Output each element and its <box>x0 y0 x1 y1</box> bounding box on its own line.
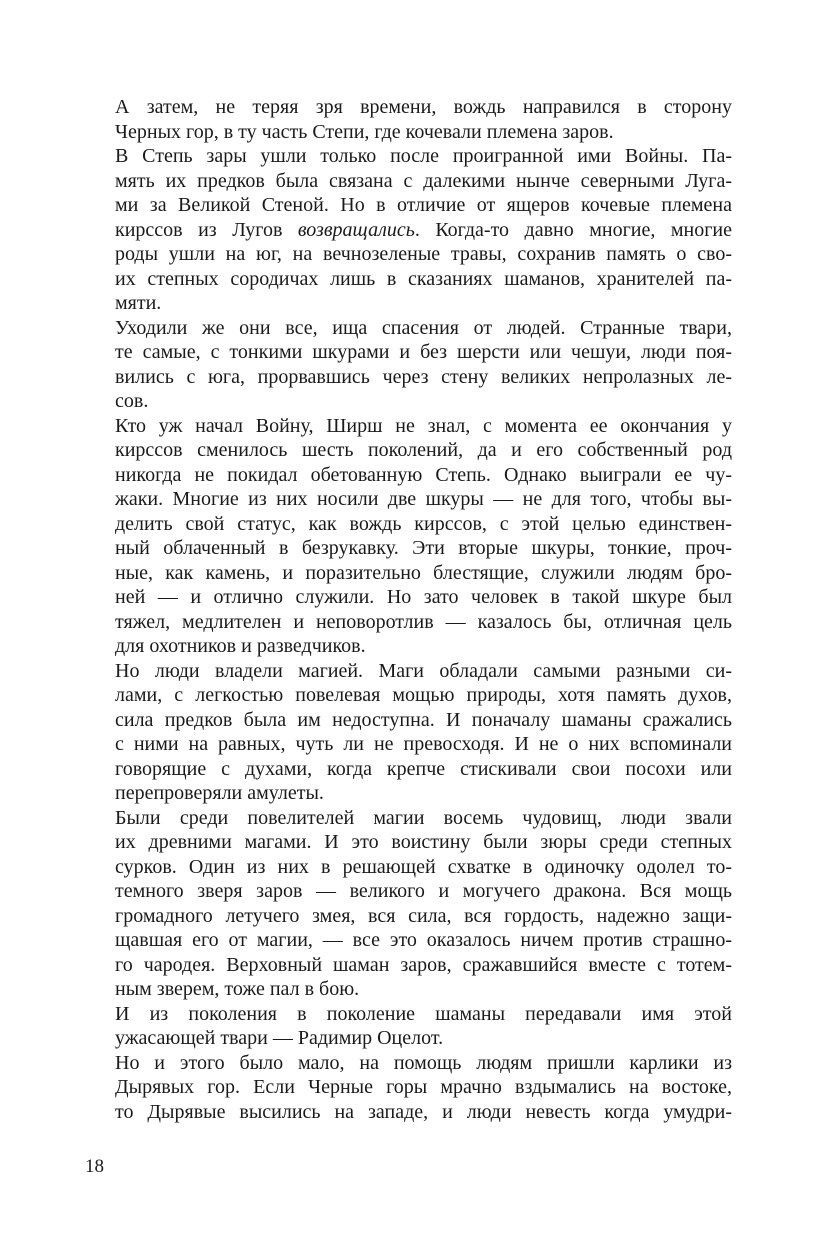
text-line: вились с юга, прорвавшись через стену великих непролазных ле- <box>115 365 732 388</box>
text-line: перепроверяли амулеты. <box>115 782 324 804</box>
paragraph-2 <box>85 144 732 316</box>
text-line: сурков. Один из них в решающей схватке в одиночку одолел то- <box>115 855 732 878</box>
text-line: ным зверем, тоже пал в бою. <box>115 978 360 1000</box>
text-line: делить свой статус, как вождь кирссов, с этой целью единствен- <box>115 512 732 535</box>
text-line: В Степь зары ушли только после проигранной ими Войны. Па- <box>115 145 732 167</box>
text-line: громадного летучего змея, вся сила, вся гордость, надежно защи- <box>115 904 732 927</box>
text-line: их степных сородичах лишь в сказаниях шаманов, хранителей па- <box>115 267 732 290</box>
text-line: И из поколения в поколение шаманы передавали имя этой <box>115 1002 732 1025</box>
text-line: жаки. Многие из них носили две шкуры — не для того, чтобы вы- <box>115 488 732 510</box>
page-number: 18 <box>85 1156 104 1177</box>
paragraph-7 <box>85 1002 732 1051</box>
text-line: ней — и отлично служили. Но зато человек в такой шкуре был <box>115 586 732 608</box>
text-line: го чародея. Верховный шаман заров, сражавшийся вместе с тотем- <box>115 953 732 976</box>
text-segment: . Когда-то давно многие, многие <box>414 218 732 241</box>
text-line: с ними на равных, чуть ли не превосходя. И не о них вспоминали <box>115 733 732 755</box>
paragraph-8 <box>85 1051 732 1125</box>
paragraph-6 <box>85 806 732 1002</box>
body-text <box>85 95 732 1124</box>
text-line: никогда не покидал обетованную Степь. Однако выиграли ее чу- <box>115 463 732 486</box>
text-line: Дырявых гор. Если Черные горы мрачно вздымались на востоке, <box>115 1076 732 1098</box>
text-line: для охотников и разведчиков. <box>115 635 366 657</box>
text-line: те самые, с тонкими шкурами и без шерсти или чешуи, люди поя- <box>115 341 732 363</box>
text-segment: кирссов из Лугов <box>115 218 298 241</box>
text-line: сила предков была им недоступна. И поначалу шаманы сражались <box>115 708 732 731</box>
text-line: говорящие с духами, когда крепче стискивали свои посохи или <box>115 757 732 780</box>
text-line: мяти. <box>115 292 162 314</box>
text-line: ми за Великой Стеной. Но в отличие от ящеров кочевые племена <box>115 194 732 216</box>
text-line: темного зверя заров — великого и могучего дракона. Вся мощь <box>115 880 732 902</box>
text-line: то Дырявые высились на западе, и люди невесть когда умудри- <box>115 1100 732 1123</box>
text-line-with-emphasis <box>85 218 732 243</box>
text-line: Были среди повелителей магии восемь чудовищ, люди звали <box>115 806 732 829</box>
text-line: ужасающей твари — Радимир Оцелот. <box>115 1027 444 1049</box>
text-line: Но и этого было мало, на помощь людям пришли карлики из <box>115 1051 732 1074</box>
text-line: лами, с легкостью повелевая мощью природы, хотя память духов, <box>115 684 732 706</box>
paragraph-3 <box>85 316 732 414</box>
text-line: Уходили же они все, ища спасения от людей. Странные твари, <box>115 316 732 339</box>
text-line: А затем, не теряя зря времени, вождь направился в сторону <box>115 96 732 118</box>
text-line: кирссов сменилось шесть поколений, да и его собственный род <box>115 439 732 461</box>
text-line: Черных гор, в ту часть Степи, где кочевали племена заров. <box>115 120 614 143</box>
text-line: мять их предков была связана с далекими нынче северными Луга- <box>115 169 732 192</box>
text-line: тяжел, медлителен и неповоротлив — казалось бы, отличная цель <box>115 610 732 633</box>
text-line: их древними магами. И это воистину были зюры среди степных <box>115 831 732 853</box>
text-line: сов. <box>115 390 149 412</box>
emphasized-word: возвращались <box>297 218 415 241</box>
text-line: Но люди владели магией. Маги обладали самыми разными си- <box>115 659 732 682</box>
text-line: Кто уж начал Войну, Ширш не знал, с момента ее окончания у <box>115 414 732 437</box>
text-line: роды ушли на юг, на вечнозеленые травы, сохранив память о сво- <box>115 243 732 265</box>
text-line: щавшая его от магии, — все это оказалось ничем против страшно- <box>115 929 732 951</box>
paragraph-4 <box>85 414 732 659</box>
text-line: ный облаченный в безрукавку. Эти вторые шкуры, тонкие, проч- <box>115 537 732 559</box>
text-line: ные, как камень, и поразительно блестящие, служили людям бро- <box>115 561 732 584</box>
paragraph-1 <box>85 95 732 144</box>
paragraph-5 <box>85 659 732 806</box>
